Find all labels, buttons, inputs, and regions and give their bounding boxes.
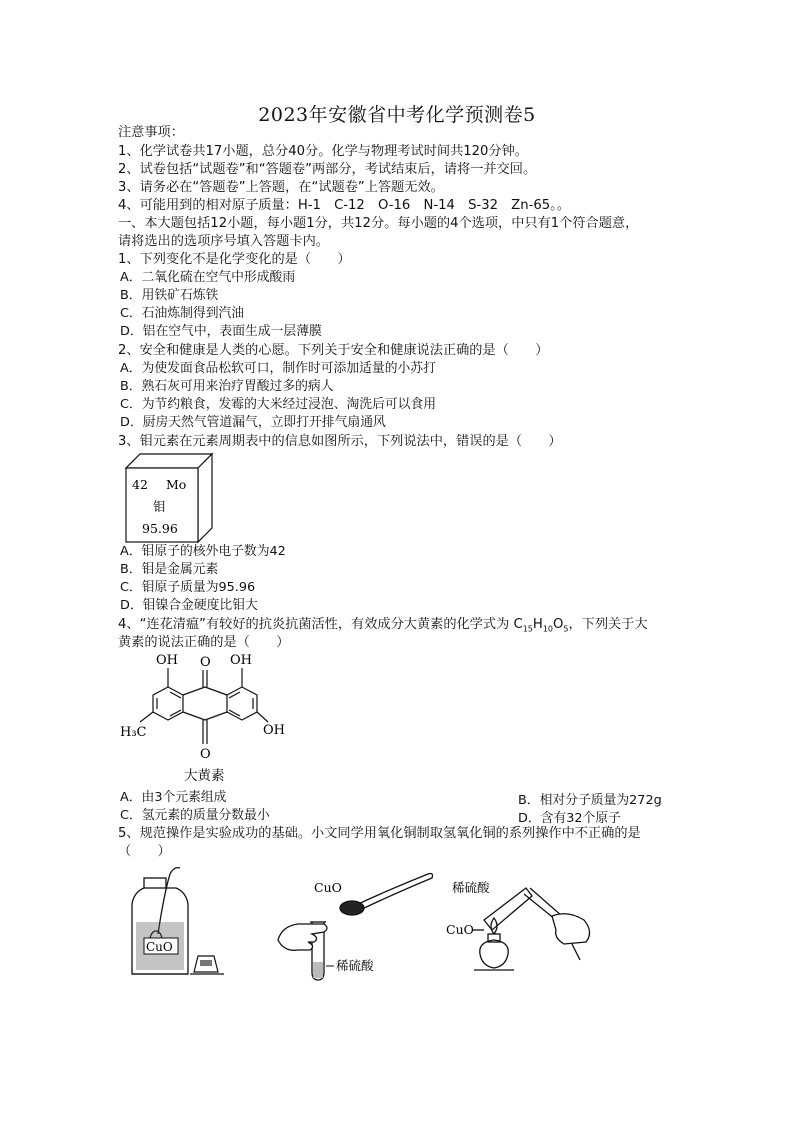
oh-top-right: OH [230,653,252,668]
q5-stem-line2: （ ） [118,844,171,859]
structure-caption: 大黄素 [184,768,225,784]
element-symbol: Mo [166,477,187,492]
q3-option-c: C．钼原子质量为95.96 [120,580,256,595]
lab-figure-heating [444,880,604,980]
acid-top-label: 稀硫酸 [452,880,490,895]
q4-stem-tail: ，下列关于大 [568,617,648,632]
note-item-2: 2、试卷包括“试题卷”和“答题卷”两部分，考试结束后，请将一并交回。 [118,162,537,177]
note-item-1: 1、化学试卷共17小题，总分40分。化学与物理考试时间共120分钟。 [118,144,528,159]
note-item-3: 3、请务必在“答题卷”上答题，在“试题卷”上答题无效。 [118,180,444,195]
q4-option-a: A．由3个元素组成 [120,790,227,805]
q4-option-b: B．相对分子质量为272g [518,793,662,808]
page-title: 2023年安徽省中考化学预测卷5 [258,104,536,126]
cuo-jar-label: CuO [146,940,173,954]
q1-option-b: B．用铁矿石炼铁 [120,288,219,303]
formula-o: O [553,617,564,632]
q3-stem: 3、钼元素在元素周期表中的信息如图所示，下列说法中，错误的是（ ） [118,434,562,449]
q1-option-d: D．铝在空气中，表面生成一层薄膜 [120,324,322,339]
formula-c-sub: 15 [522,624,533,634]
q3-option-a: A．钼原子的核外电子数为42 [120,544,286,559]
q2-option-d: D．厨房天然气管道漏气，立即打开排气扇通风 [120,415,386,430]
q4-option-d: D．含有32个原子 [518,811,621,826]
formula-h-sub: 10 [542,624,553,634]
q5-stem-line1: 5、规范操作是实验成功的基础。小文同学用氧化铜制取氢氧化铜的系列操作中不正确的是 [118,826,641,841]
q3-option-d: D．钼镍合金硬度比钼大 [120,598,258,613]
formula-o-sub: 5 [563,624,569,634]
methyl-group: H₃C [120,725,147,740]
q4-option-c: C．氢元素的质量分数最小 [120,808,270,823]
q1-option-c: C．石油炼制得到汽油 [120,306,245,321]
q1-option-a: A．二氧化硫在空气中形成酸雨 [120,270,296,285]
q2-option-a: A．为使发面食品松软可口，制作时可添加适量的小苏打 [120,361,436,376]
emodin-structure-figure [120,650,300,790]
o-top: O [200,655,211,670]
element-tile-figure [120,452,220,544]
element-mass: 95.96 [142,521,178,536]
note-item-4: 4、可能用到的相对原子质量：H-1 C-12 O-16 N-14 S-32 Zn-65。。 [118,198,570,213]
notes-heading: 注意事项： [118,125,184,140]
oh-top-left: OH [156,653,178,668]
q1-stem: 1、下列变化不是化学变化的是（ ） [118,252,351,267]
q4-stem-line2: 黄素的说法正确的是（ ） [118,635,290,650]
lab-figure-reagent-jar [126,864,226,978]
q3-option-b: B．钼是金属元素 [120,562,219,577]
section-instructions-line1: 一、本大题包括12小题，每小题1分，共12分。每小题的4个选项，中只有1个符合题意， [118,216,639,231]
lab-figure-test-tube [268,862,438,982]
element-name: 钼 [153,499,166,514]
q2-stem: 2、安全和健康是人类的心愿。下列关于安全和健康说法正确的是（ ） [118,343,549,358]
acid-tube-label: 稀硫酸 [336,958,374,973]
element-atomic-number: 42 [132,477,148,492]
q2-option-c: C．为节约粮食，发霉的大米经过浸泡、淘洗后可以食用 [120,397,437,412]
section-instructions-line2: 请将选出的选项序号填入答题卡内。 [118,234,329,249]
q4-stem-text: 4、“连花清瘟”有较好的抗炎抗菌活性，有效成分大黄素的化学式为 C [118,617,523,632]
cuo-spoon-label: CuO [314,880,342,895]
formula-h: H [532,617,543,632]
oh-right: OH [263,723,285,738]
q2-option-b: B．熟石灰可用来治疗胃酸过多的病人 [120,379,334,394]
cuo-heat-label: CuO [446,922,474,937]
o-bottom: O [200,747,211,762]
